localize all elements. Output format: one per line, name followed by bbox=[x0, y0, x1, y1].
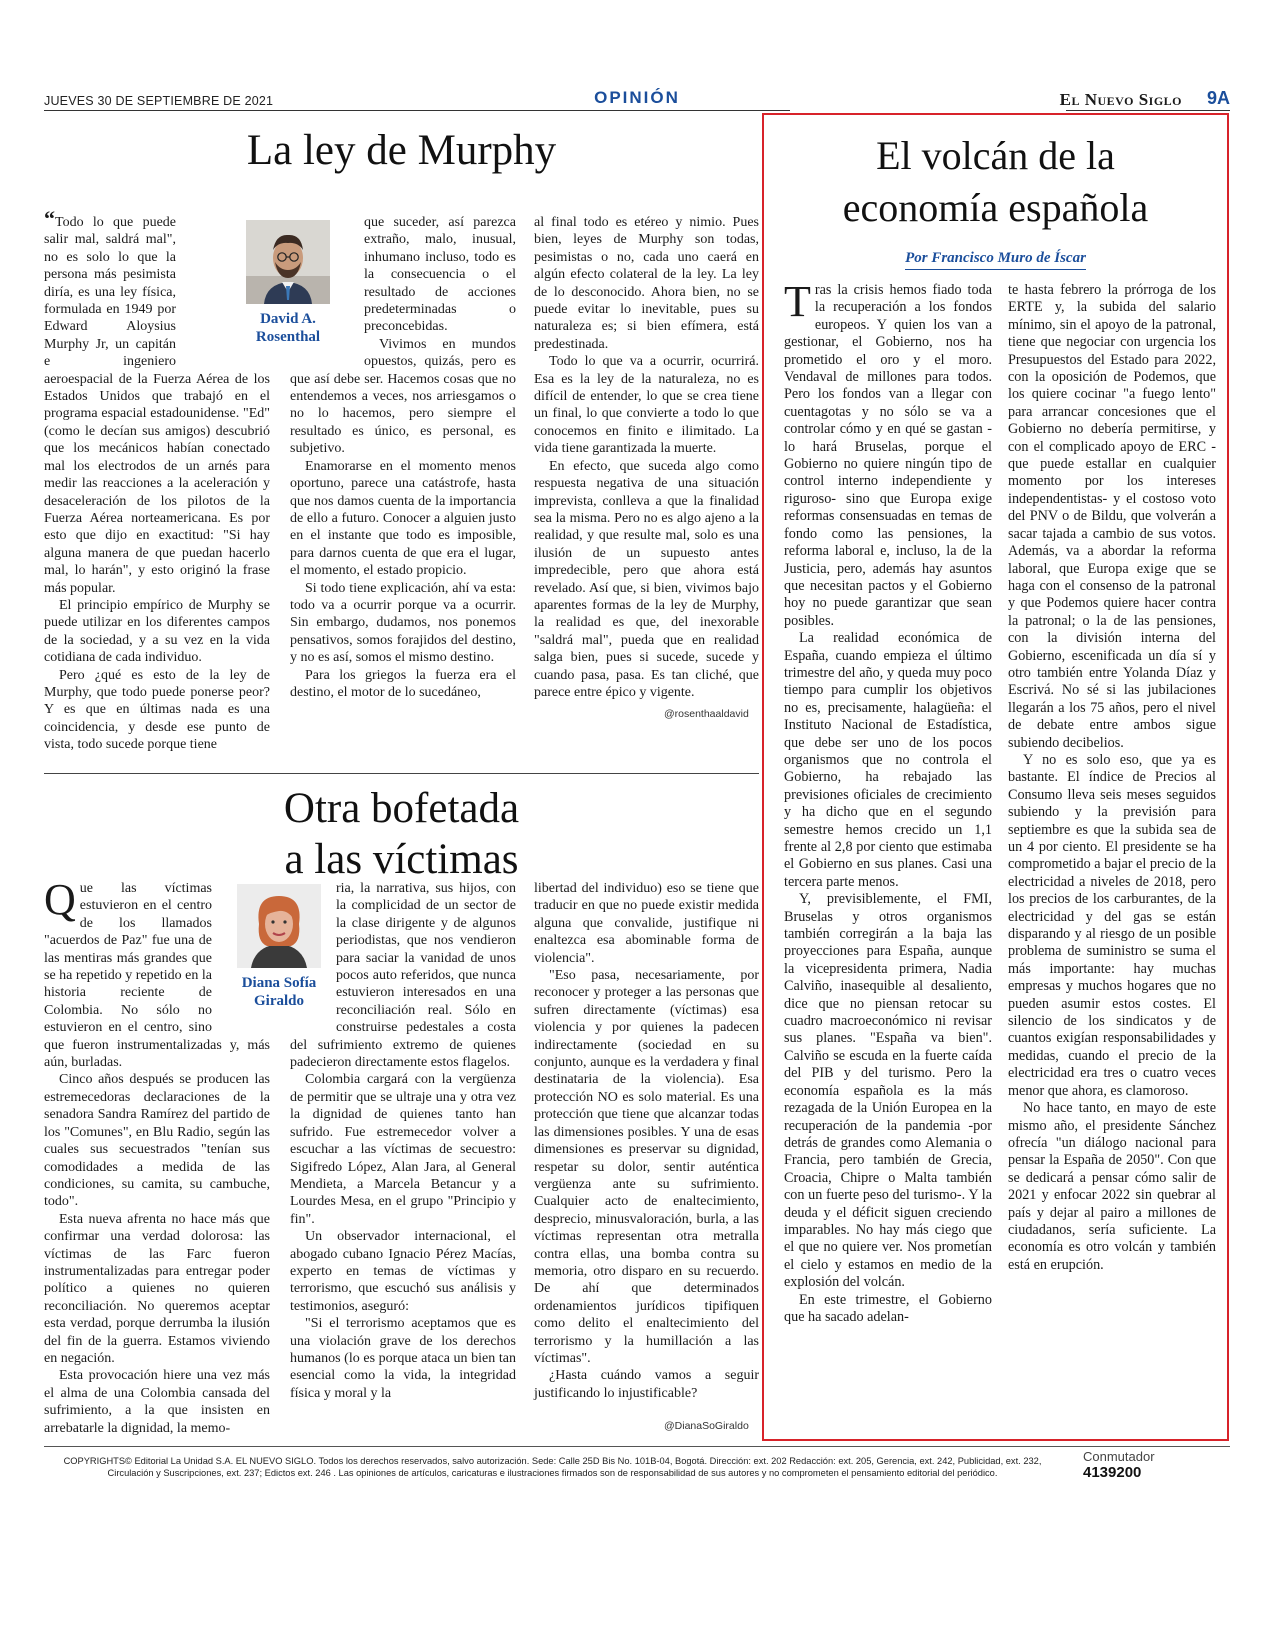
volcan-headline bbox=[764, 130, 1227, 234]
header-rule bbox=[44, 110, 790, 111]
murphy-paragraph: que suceder, así parezca extraño, malo, inusual, inhumano incluso, todo es la consecuencia o el resultado de acciones predeterminadas o preconcebidas. bbox=[364, 215, 516, 335]
volcan-headline-line2: economía española bbox=[842, 185, 1149, 230]
victimas-headline-line2: a las víctimas bbox=[284, 835, 519, 883]
section-title: OPINIÓN bbox=[594, 88, 680, 107]
murphy-paragraph: Pero ¿qué es esto de la ley de Murphy, que todo puede ponerse peor? Y es que en últimas nada es una coincidencia, y desde ese punto de vista, todo sucede porque tiene bbox=[44, 667, 270, 753]
victimas-paragraph: Esta provocación hiere una vez más el alma de una Colombia cansada del sufrimiento, a la que insisten en arrebatarle la dignidad, la memo- bbox=[44, 1368, 270, 1436]
volcan-paragraph: te hasta febrero la prórroga de los ERTE y, la subida del salario mínimo, sin el apoyo de la patronal, tiene que negociar con urgencia los Presupuestos del Estado para 2022, con la oposición de Podemos, que los quiere cocinar "a fuego lento" para arrancar concesiones que el Gobierno no debería permitirse, y con el complicado apoyo de ERC -que puede estallar en cualquier momento por los intereses independentistas- y el costoso voto del PNV o de Bildu, que volverán a sacar tajada a cambio de sus votos. Además, va a abordar la reforma laboral, que Europa exige que se haga con el consenso de la patronal y que Podemos quiere hacer contra la patronal; o la de las pensiones, con la división interna del Gobierno, escenificada un día sí y otro también entre Yolanda Díaz y Escrivá. No sé si las jubilaciones llegarán a los 75 años, pero el nivel de debate entre ambos sigue subiendo decibelios. bbox=[1008, 282, 1216, 751]
author-last-name: Rosenthal bbox=[255, 329, 321, 345]
murphy-byline-spacer bbox=[290, 214, 364, 360]
footer-copyright bbox=[60, 1455, 1045, 1479]
victimas-author-handle: @DianaSoGiraldo bbox=[664, 1420, 749, 1432]
murphy-paragraph: Todo lo que va a ocurrir, ocurrirá. Esa es la ley de la naturaleza, no es difícil de entender, lo que se crea tiene un final, lo que convierte a todo lo que conocemos en finito e ilimitado. La vida tiene garantizada la muerte. bbox=[534, 354, 759, 457]
murphy-headline: La ley de Murphy bbox=[246, 127, 557, 174]
footer-line-2: Circulación y Suscripciones, ext. 237; Edictos ext. 246 . Las opiniones de artículos, caricaturas e ilustraciones firmados son de responsabilidad de sus autores y no comprometen el pensamiento editorial del periódico. bbox=[107, 1468, 998, 1478]
murphy-paragraph: Si todo tiene explicación, ahí va esta: todo va a ocurrir porque va a ocurrir. Sin embargo, dudamos, nos ponemos pensativos, somos forajidos del destino, y no es así, somos el mismo destino. bbox=[290, 580, 516, 666]
volcan-column-2 bbox=[1008, 282, 1216, 1432]
volcan-paragraph: La realidad económica de España, cuando empieza el último trimestre del año, y queda muy poco tiempo para cumplir los objetivos no es, precisamente, halagüeña: el Instituto Nacional de Estadística, que debe ser uno de los pocos organismos que no controla el Gobierno, ha rebajado las previsiones oficiales de crecimiento y ha dicho que en el segundo semestre hemos crecido un 1,1 frente al 2,8 por ciento que estimaba el Gobierno en sus planes. Casi una tercera parte menos. bbox=[784, 630, 992, 890]
volcan-paragraph: No hace tanto, en mayo de este mismo año, el presidente Sánchez ofrecía "un diálogo nacional para pensar la España de 2050". Con que se dedicará a pensar cómo salir de 2021 y enfocar 2022 sin quebrar al país y dejar al pairo a millones de ciudadanos, sería suficiente. La economía es otro volcán y también está en erupción. bbox=[1008, 1100, 1216, 1273]
victimas-headline-line1: Otra bofetada bbox=[283, 785, 520, 832]
author-first-name: David A. bbox=[260, 311, 316, 327]
issue-date: JUEVES 30 DE SEPTIEMBRE DE 2021 bbox=[44, 94, 274, 108]
murphy-paragraph: al final todo es etéreo y nimio. Pues bien, leyes de Murphy son todas, pesimistas o no, cada uno caerá en algún efecto colateral de la ley. La ley de lo desconocido. Ahora bien, no se puede evitar lo inevitable, pues su naturaleza es; si bien efímera, está predestinada. bbox=[534, 215, 759, 352]
victimas-headline bbox=[44, 784, 759, 885]
murphy-column-3 bbox=[534, 214, 759, 704]
victimas-byline-spacer bbox=[290, 880, 336, 1034]
volcan-headline-line1: El volcán de la bbox=[876, 133, 1115, 178]
victimas-paragraph: Un observador internacional, el abogado cubano Ignacio Pérez Macías, experto en temas de víctimas y terrorismo, que escuchó sus análisis y testimonios, aseguró: bbox=[290, 1229, 516, 1314]
volcan-column-1 bbox=[784, 277, 992, 1432]
author-last-name: Giraldo bbox=[253, 993, 304, 1009]
volcan-paragraph: Y, previsiblemente, el FMI, Bruselas y otros organismos también corregirán a la baja las proyecciones para España, aunque la vicepresidenta primera, Nadia Calviño, inasequible al desaliento, dice que no piensan retocar su cuadro macroeconómico ni revisar sus planes. "España va bien". Calviño se escuda en la fuerte caída del PIB y del turismo. Pero la economía española es la más rezagada de la Unión Europea en la recuperación de la pandemia -por detrás de grandes como Alemania o Francia, pero también de Grecia, Croacia, Chipre o Malta también con un fuerte peso del turismo-. Y la deuda y el déficit siguen creciendo imparables. No hay más ciego que el que no quiere ver. Nos prometían el cielo y estamos en medio de la explosión del volcán. bbox=[784, 891, 992, 1291]
newspaper-logo: El Nuevo Siglo bbox=[1059, 90, 1182, 109]
murphy-author-handle: @rosenthaaldavid bbox=[664, 708, 749, 720]
murphy-paragraph: Enamorarse en el momento menos oportuno, parece una catástrofe, hasta que nos damos cuenta de la importancia de ello a futuro. Conocer a alguien justo en el instante que todo es imposible, para darnos cuenta de que era el lugar, el momento, el estado propicio. bbox=[290, 458, 516, 579]
volcan-paragraph: En este trimestre, el Gobierno que ha sacado adelan- bbox=[784, 1291, 992, 1325]
author-first-name: Diana Sofía bbox=[241, 975, 317, 991]
murphy-paragraph: El principio empírico de Murphy se puede utilizar en los diferentes campos de la sociedad, y a su vez en la vida cotidiana de cada individuo. bbox=[44, 597, 270, 666]
volcan-paragraph: Y no es solo eso, que ya es bastante. El índice de Precios al Consumo lleva seis meses seguidos subiendo y la previsión para septiembre es que la subida sea de un 4 por ciento. El presidente se ha comprometido a bajar el precio de la electricidad a niveles de 2018, pero los precios de los carburantes, de la electricidad y del gas se están disparando y al riesgo de un posible problema de suministro se suma el más importante: hay muchas empresas y muchos hogares que no pueden asumir estos costes. El silencio de los sindicatos y de cuantos exigían responsabilidades y medidas, cuando el precio de la electricidad era tres o cuatro veces menor que ahora, es clamoroso. bbox=[1008, 751, 1216, 1099]
murphy-column-2 bbox=[290, 214, 516, 724]
dropcap: T bbox=[784, 277, 811, 326]
volcan-byline bbox=[762, 250, 1229, 270]
victimas-paragraph: libertad del individuo) eso se tiene que traducir en que no puede existir medida alguna que convalide, justifique ni enaltezca esa abominable forma de violencia". bbox=[534, 881, 759, 966]
footer-rule bbox=[44, 1446, 1230, 1447]
murphy-column-1 bbox=[44, 206, 270, 753]
header-rule-right bbox=[1066, 110, 1230, 111]
murphy-paragraph: Para los griegos la fuerza era el destino, el motor de lo sucedáneo, bbox=[290, 667, 516, 700]
murphy-paragraph: Vivimos en mundos opuestos, quizás, pero es que así debe ser. Hacemos cosas que no entendemos a veces, nos arriesgamos o no lo hacemos, pero siempre el resultado es único, es personal, es subjetivo. bbox=[290, 336, 516, 457]
victimas-column-3 bbox=[534, 880, 759, 1415]
victimas-paragraph: Esta nueva afrenta no hace más que confirmar una verdad dolorosa: las víctimas de las Farc fueron instrumentalizadas para entregar poder político a quienes no quieren reconciliación. No queremos aceptar esta verdad, porque derrumba la ilusión del fin de la guerra. Estamos viviendo en negación. bbox=[44, 1211, 270, 1366]
volcan-author: Por Francisco Muro de Íscar bbox=[905, 250, 1086, 270]
masthead bbox=[44, 88, 1230, 112]
victimas-paragraph: ¿Hasta cuándo vamos a seguir justificando lo injustificable? bbox=[534, 1368, 759, 1401]
victimas-paragraph: Colombia cargará con la vergüenza de permitir que se ultraje una y otra vez la dignidad de quienes tanto han sufrido. Fue estremecedor volver a escuchar a las víctimas de secuestro: Sigifredo López, Alan Jara, al General Mendieta, a Marcela Betancur y a Lourdes Mesa, en el grupo "Principio y fin". bbox=[290, 1072, 516, 1227]
page-number: 9A bbox=[1206, 88, 1230, 108]
victimas-column-2 bbox=[290, 880, 516, 1435]
switchboard-number: 4139200 bbox=[1083, 1464, 1142, 1481]
dropcap: Q bbox=[44, 875, 76, 924]
murphy-paragraph: En efecto, que suceda algo como respuesta negativa de una situación imprevista, conlleva a que la finalidad sea la misma. Pero no es algo ajeno a la realidad, y que resulte mal, solo es una ilusión de un supuesto antes impredecible, pero que ahora está revelado. Así que, si bien, vivimos bajo aparentes formas de la ley de Murphy, la realidad es que, del inexorable "saldrá mal", pueda que en realidad salga bien, pues si sucede, sucede y cuando pasa, pasa. Es tan cliché, que parece entre épico y vigente. bbox=[534, 458, 759, 700]
victimas-paragraph: ria, la narrativa, sus hijos, con la complicidad de un sector de la clase dirigente y de algunos periodistas, que nos vendieron para saciar la vanidad de unos pocos auto referidos, que nunca estuvieron interesados en una reconciliación real. Sólo en construirse pedestales a costa del sufrimiento extremo de quienes padecieron directamente estos flagelos. bbox=[290, 881, 516, 1071]
article-divider bbox=[44, 773, 759, 774]
footer-line-1: COPYRIGHTS© Editorial La Unidad S.A. EL NUEVO SIGLO. Todos los derechos reservados, salvo autorización. Sede: Calle 25D Bis No. 101B-04, Bogotá. Dirección: ext. 202 Redacción: ext. 205, Gerencia, ext. 242, Publicidad, ext. 232, bbox=[63, 1456, 1042, 1466]
switchboard-label: Conmutador bbox=[1083, 1449, 1155, 1464]
victimas-paragraph: Cinco años después se producen las estremecedoras declaraciones de la senadora Sandra Ramírez del partido de los "Comunes", en Blu Radio, según las cuales sus secuestrados "tenían sus comodidades a medida de las condiciones, su camita, su cambuche, todo". bbox=[44, 1072, 270, 1210]
victimas-paragraph: Que las víctimas estuvieron en el centro de los llamados "acuerdos de Paz" fue una de las mentiras más grandes que se ha repetido y repetido en la historia reciente de Colombia. No sólo no estuvieron en el centro, sino que fueron instrumentalizadas y, más aún, burladas. bbox=[44, 875, 270, 1071]
victimas-paragraph: "Eso pasa, necesariamente, por reconocer y proteger a las personas que sufren directamente (víctimas) esa violencia y por quienes la padecen indirectamente (sociedad en su conjunto, aunque es la verdadera y final destinataria de la violencia). Esa protección NO es solo material. Es una protección que tiene que alcanzar todas las dimensiones posibles. Y una de esas dimensiones es preservar su dignidad, respetar su dolor, sentir auténtica vergüenza ante su sufrimiento. Cualquier acto de enaltecimiento, desprecio, minusvaloración, burla, a las víctimas representan otra metralla contra ellas, una bomba contra su memoria, otro disparo en su recuerdo. De ahí que determinados ordenamientos jurídicos tipifiquen como delito el enaltecimiento del terrorismo y la humillación a las víctimas". bbox=[534, 968, 759, 1366]
victimas-paragraph: "Si el terrorismo aceptamos que es una violación grave de los derechos humanos (lo es porque ataca un bien tan esencial como la vida, la integridad física y moral y la bbox=[290, 1316, 516, 1401]
volcan-paragraph: Tras la crisis hemos fiado toda la recuperación a los fondos europeos. Y quien los van a gestionar, el Gobierno, nos ha prometido el oro y el moro. Vendaval de millones para todos. Pero los fondos van a llegar con cuentagotas y no sólo se va a controlar cómo y en qué se gastan -lo hará Bruselas, porque el Gobierno no quiere ningún tipo de control interno independiente y riguroso- sino que Europa exige reformas consensuadas en temas de fondo como las pensiones, la reforma laboral e, incluso, la de la Justicia, pero, además hay asuntos que necesitan pactos y el Gobierno hoy no puede garantizar que sean posibles. bbox=[784, 277, 992, 629]
murphy-paragraph: “Todo lo que puede salir mal, saldrá mal", no es solo lo que la persona más pesimista diría, es una ley física, formulada en 1949 por Edward Aloysius Murphy Jr, un capitán e ingeniero aeroespacial de la Fuerza Aérea de los Estados Unidos que trabajó en el programa espacial estadounidense. "Ed" (como le decían sus amigos) descubrió que los mecánicos habían conectado mal los electrodos de un arnés para medir las reacciones a la aceleración y desaceleración de los pilotos de la Fuerza Aérea norteamericana. Es por esto que dijo en exactitud: "Si hay alguna manera de que puedan hacerlo mal, lo harán", y esto originó la frase más popular. bbox=[44, 206, 270, 596]
switchboard-info bbox=[1083, 1449, 1193, 1481]
